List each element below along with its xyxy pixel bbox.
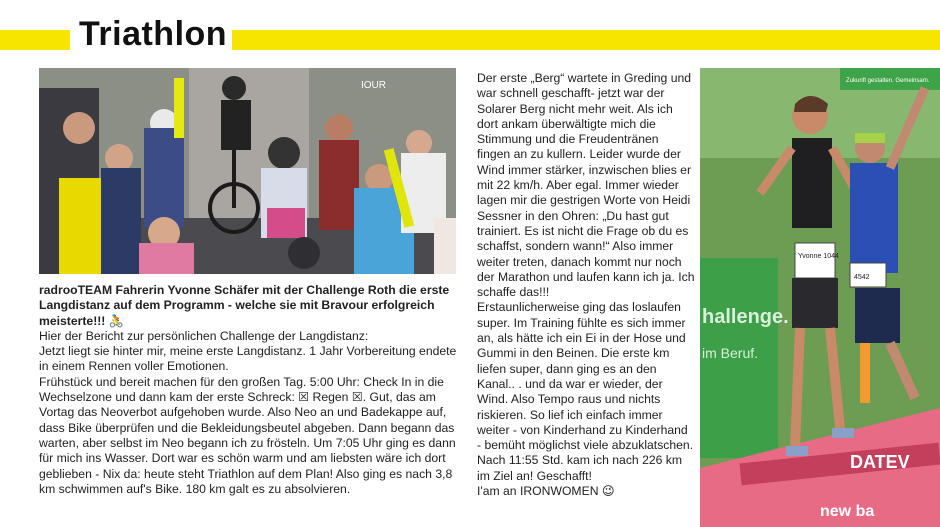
article-paragraph: Erstaunlicherweise ging das loslaufen super. Im Training fühlte es sich immer an, als hätte ich ein Ei in der Hose und Gummi in den Beinen. Die erste km liefen super, dann ging es an den Kanal.. . und da war er wieder, der Wind. Also Tempo raus und nichts riskieren. So lief ich einfach immer weiter - von Kinderhand zu Kinderhand - bemüht möglichst viele abzuklatschen. Nach 11:55 Std. kam ich nach 226 km im Ziel an! Geschafft!: [477, 300, 694, 483]
header-accent-right: [232, 30, 940, 50]
banner-challenge-text: hallenge.: [702, 306, 789, 328]
finish-line-photo: [700, 68, 940, 527]
bib-number: Yvonne 1044: [798, 253, 839, 260]
article-paragraph: Der erste „Berg“ wartete in Greding und war schnell geschafft- jetzt war der Solarer Berg nicht mehr weit. Als ich dort ankam überwältigte mich die Stimmung und die Freudentränen fingen an zu kullern. Leider wurde der Wind immer stärker, inzwischen blies er mit 22 km/h. Aber egal. Immer wieder lagen mir die gestrigen Worte von Heidi Sessner in den Ohren: „Du hast gut trainiert. Es ist nicht die Frage ob du es schaffst, sondern wann!“ Also immer weiter treten, danach kommt nur noch der Marathon und laufen kann ich ja. Ich schaffe das!!!: [477, 71, 695, 300]
article-paragraph: Hier der Bericht zur persönlichen Challenge der Langdistanz:: [39, 328, 369, 343]
sign-top-text: Zukunft gestalten. Gemeinsam.: [846, 78, 930, 84]
bib-number-second: 4542: [854, 274, 870, 281]
article-paragraph: Frühstück und bereit machen für den großen Tag. 5:00 Uhr: Check In in die Wechselzone und dann kam der erste Schreck: ☒ Regen ☒. Gut, das am Vortag das Neoverbot aufgehoben wurde. Also Neo an und Badekappe auf, dass Bike überprüfen und die Bekleidungsbeutel abgeben. Dann begann das warten, aber selbst im Neo begann ich zu frösteln. Um 7:05 Uhr ging es dann für mich ins Wasser. Dort war es schön warm und am liebsten wäre ich dort geblieben - Nix da: heute steht Triathlon auf dem Plan! Also ging es nach 3,8 km schwimmen auf's Bike. 180 km galt es zu absolvieren.: [39, 374, 456, 496]
article-right-column: [477, 71, 695, 499]
floor-datev-text: DATEV: [850, 452, 910, 472]
page-title: Triathlon: [79, 15, 228, 53]
article-paragraph: Jetzt liegt sie hinter mir, meine erste Langdistanz. 1 Jahr Vorbereitung endete in einem Rennen voller Emotionen.: [39, 344, 457, 374]
header-accent-left: [0, 30, 70, 50]
race-cycling-photo: [39, 68, 456, 274]
photo-caption: radrooTEAM Fahrerin Yvonne Schäfer mit der Challenge Roth die erste Langdistanz auf dem Programm - welche sie mit Bravour erfolgreich meisterte!!! 🚴: [39, 283, 450, 328]
finish-line-illustration: [700, 68, 940, 527]
article-paragraph: I'am an IRONWOMEN 😉: [477, 484, 615, 499]
race-cycling-illustration: [39, 68, 456, 274]
banner-sub-text: im Beruf.: [702, 345, 759, 361]
banner-text: IOUR: [361, 80, 386, 91]
article-left-column: [39, 283, 459, 497]
floor-newbalance-text: new ba: [820, 503, 875, 520]
